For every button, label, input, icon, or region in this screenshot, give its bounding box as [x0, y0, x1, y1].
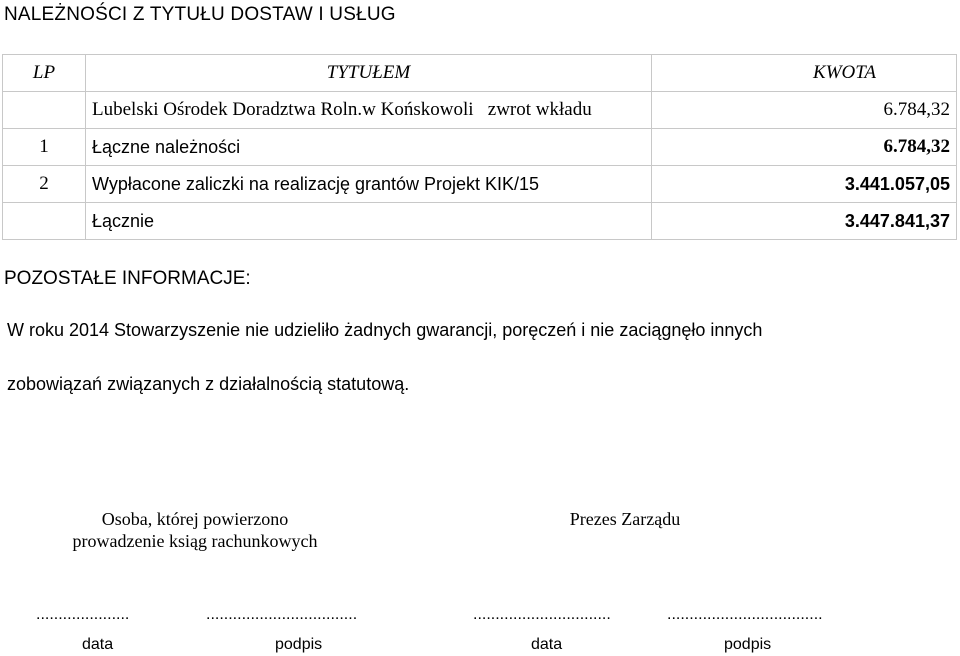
table-row [3, 129, 957, 166]
date-label: data [531, 636, 563, 653]
signature-label: podpis [724, 636, 772, 653]
header-lp: LP [3, 55, 86, 92]
header-title: TYTUŁEM [86, 55, 652, 92]
table-header-row [3, 55, 957, 92]
row-lp: 2 [3, 166, 86, 203]
row-amount: 3.441.057,05 [652, 166, 957, 203]
date-dots: ............................... [473, 606, 611, 623]
table-row-total [3, 203, 957, 240]
paragraph-line: W roku 2014 Stowarzyszenie nie udzieliło żadnych gwarancji, poręczeń i nie zaciągnęło innych [7, 320, 763, 340]
date-label: data [82, 636, 114, 653]
row-amount: 3.447.841,37 [652, 203, 957, 240]
accountant-label-line: Osoba, której powierzono [101, 509, 289, 529]
receivables-table [2, 54, 957, 240]
row-amount: 6.784,32 [652, 92, 957, 129]
table-row [3, 92, 957, 129]
row-lp [3, 203, 86, 240]
accountant-label-line: prowadzenie ksiąg rachunkowych [72, 531, 318, 551]
date-dots: ..................... [36, 606, 130, 623]
signature-dots: ................................... [667, 606, 823, 623]
paragraph-line: zobowiązań związanych z działalnością statutową. [7, 374, 410, 394]
row-amount: 6.784,32 [652, 129, 957, 166]
row-lp: 1 [3, 129, 86, 166]
president-label: Prezes Zarządu [569, 509, 681, 529]
row-title: Wypłacone zaliczki na realizację grantów Projekt KIK/15 [86, 166, 652, 203]
row-title: Lubelski Ośrodek Doradztwa Roln.w Końskowoli zwrot wkładu [86, 92, 652, 129]
row-title: Łącznie [86, 203, 652, 240]
signature-label: podpis [275, 636, 323, 653]
section-title: POZOSTAŁE INFORMACJE: [4, 268, 251, 289]
page-title: NALEŻNOŚCI Z TYTUŁU DOSTAW I USŁUG [4, 4, 396, 25]
accountant-label [40, 508, 350, 552]
header-amount: KWOTA [652, 55, 957, 92]
signature-dots: .................................. [206, 606, 358, 623]
table-row [3, 166, 957, 203]
row-title: Łączne należności [86, 129, 652, 166]
row-lp [3, 92, 86, 129]
